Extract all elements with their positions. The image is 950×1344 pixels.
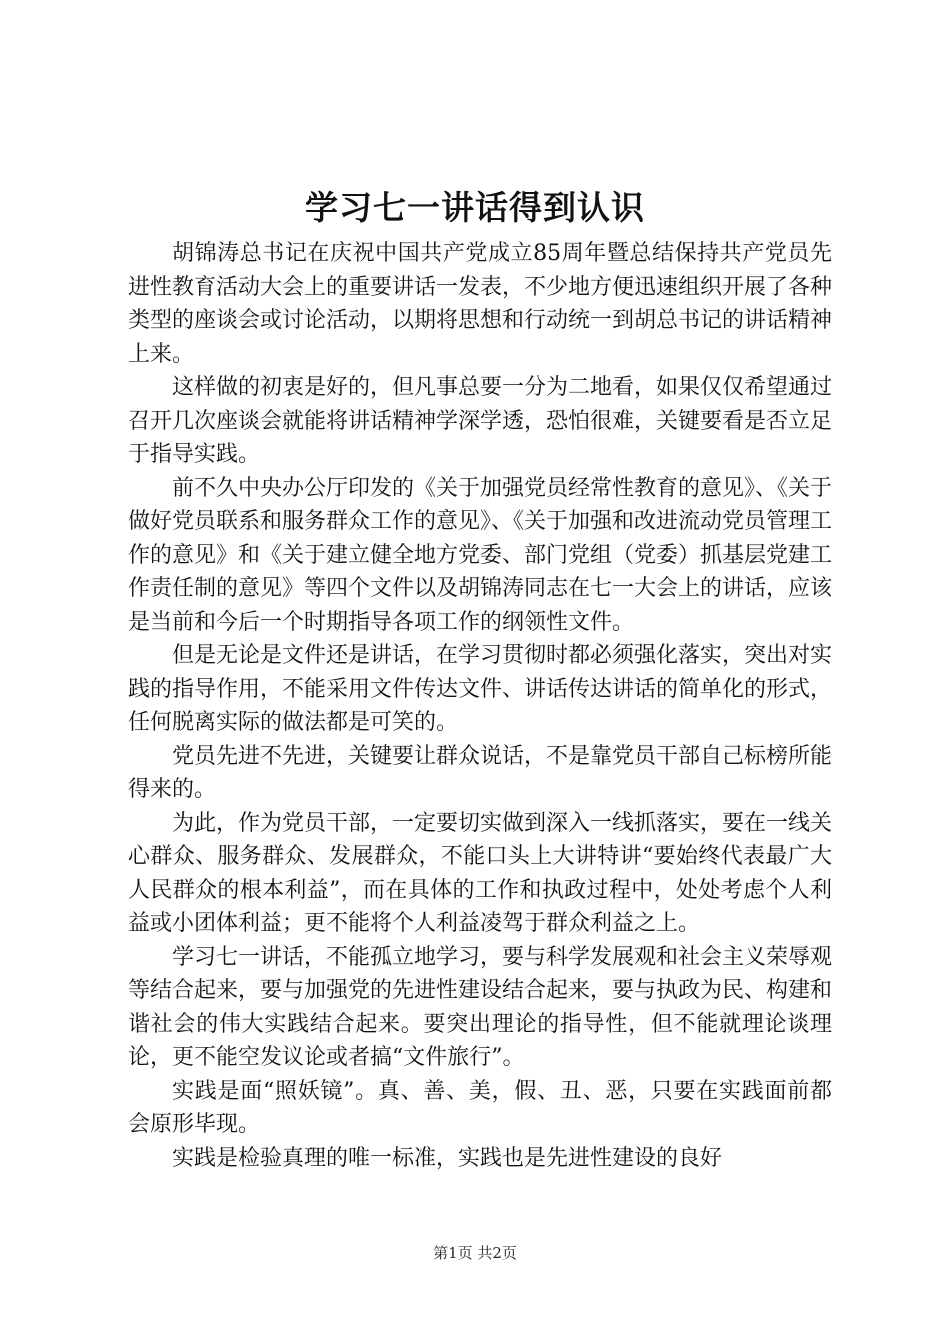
page-number-footer: 第1页 共2页: [433, 1244, 517, 1262]
paragraph: 胡锦涛总书记在庆祝中国共产党成立85周年暨总结保持共产党员先进性教育活动大会上的重要讲话一发表，不少地方便迅速组织开展了各种类型的座谈会或讨论活动，以期将思想和行动统一到胡总书记的讲话精神上来。: [128, 241, 833, 367]
paragraph: 这样做的初衷是好的，但凡事总要一分为二地看，如果仅仅希望通过召开几次座谈会就能将讲话精神学深学透，恐怕很难，关键要看是否立足于指导实践。: [128, 375, 833, 467]
document-title: 学习七一讲话得到认识: [305, 188, 645, 227]
paragraph: 但是无论是文件还是讲话，在学习贯彻时都必须强化落实，突出对实践的指导作用，不能采用文件传达文件、讲话传达讲话的简单化的形式，任何脱离实际的做法都是可笑的。: [128, 643, 833, 735]
paragraph: 实践是检验真理的唯一标准，实践也是先进性建设的良好: [172, 1145, 723, 1171]
paragraph: 前不久中央办公厅印发的《关于加强党员经常性教育的意见》、《关于做好党员联系和服务群众工作的意见》、《关于加强和改进流动党员管理工作的意见》和《关于建立健全地方党委、部门党组（党委）抓基层党建工作责任制的意见》等四个文件以及胡锦涛同志在七一大会上的讲话，应该是当前和今后一个时期指导各项工作的纲领性文件。: [128, 475, 833, 635]
paragraph: 党员先进不先进，关键要让群众说话，不是靠党员干部自己标榜所能得来的。: [128, 743, 833, 802]
paragraph: 实践是面“照妖镜”。真、善、美，假、丑、恶，只要在实践面前都会原形毕现。: [128, 1078, 832, 1137]
paragraph: 为此，作为党员干部，一定要切实做到深入一线抓落实，要在一线关心群众、服务群众、发展群众，不能口头上大讲特讲“要始终代表最广大人民群众的根本利益”，而在具体的工作和执政过程中，处处考虑个人利益或小团体利益；更不能将个人利益凌驾于群众利益之上。: [128, 810, 833, 936]
paragraph: 学习七一讲话，不能孤立地学习，要与科学发展观和社会主义荣辱观等结合起来，要与加强党的先进性建设结合起来，要与执政为民、构建和谐社会的伟大实践结合起来。要突出理论的指导性，但不能就理论谈理论，更不能空发议论或者搞“文件旅行”。: [128, 944, 833, 1070]
document-body: [128, 237, 832, 1175]
